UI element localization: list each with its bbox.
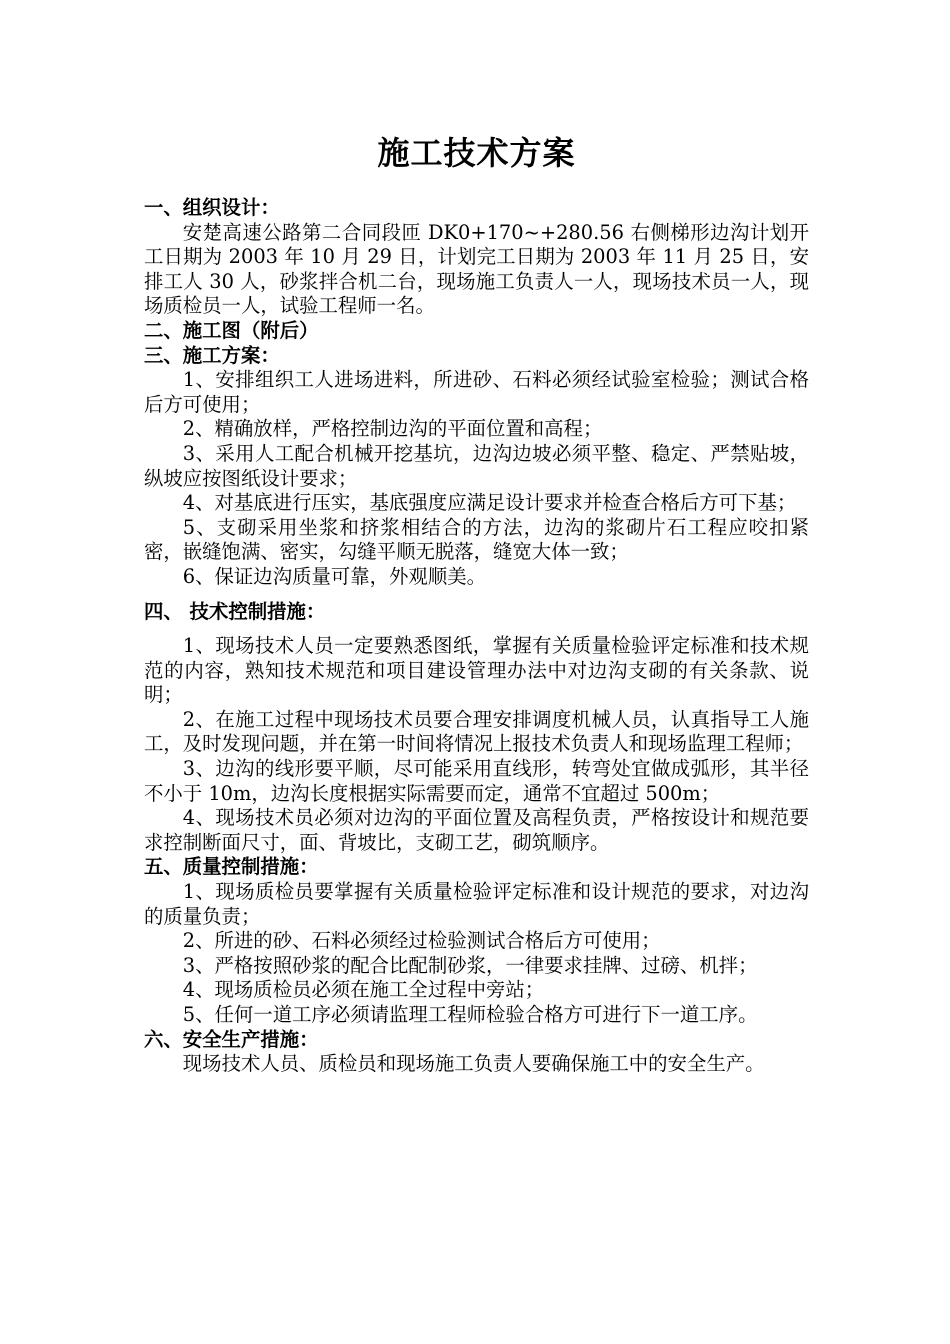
paragraph: 1、现场质检员要掌握有关质量检验评定标准和设计规范的要求，对边沟的质量负责； (144, 880, 809, 928)
section-heading: 六、安全生产措施： (144, 1027, 319, 1051)
section-construction-plan (144, 344, 809, 590)
section-quality-control (144, 855, 809, 1027)
document-body (144, 196, 809, 1077)
paragraph: 3、采用人工配合机械开挖基坑，边沟边坡必须平整、稳定、严禁贴坡，纵坡应按图纸设计要求； (144, 441, 809, 490)
document-title: 施工技术方案 (377, 134, 576, 172)
section-heading: 五、质量控制措施： (144, 855, 319, 879)
paragraph: 5、支砌采用坐浆和挤浆相结合的方法，边沟的浆砌片石工程应咬扣紧密，嵌缝饱满、密实，勾缝平顺无脱落，缝宽大体一致； (144, 515, 809, 564)
paragraph: 1、安排组织工人进场进料，所进砂、石料必须经试验室检验；测试合格后方可使用； (144, 368, 809, 416)
section-organization (144, 196, 809, 319)
paragraph: 2、在施工过程中现场技术员要合理安排调度机械人员，认真指导工人施工，及时发现问题，并在第一时间将情况上报技术负责人和现场监理工程师； (144, 707, 809, 756)
section-heading: 二、施工图（附后） (144, 318, 319, 342)
section-heading: 三、施工方案： (144, 343, 280, 367)
paragraph: 4、对基底进行压实，基底强度应满足设计要求并检查合格后方可下基； (182, 491, 797, 515)
paragraph: 5、任何一道工序必须请监理工程师检验合格方可进行下一道工序。 (182, 1003, 758, 1026)
paragraph: 现场技术人员、质检员和现场施工负责人要确保施工中的安全生产。 (182, 1052, 765, 1076)
paragraph: 6、保证边沟质量可靠，外观顺美。 (182, 564, 486, 588)
section-heading: 一、组织设计： (144, 196, 280, 219)
paragraph: 3、边沟的线形要平顺，尽可能采用直线形，转弯处宜做成弧形，其半径不小于 10m，边沟长度根据实际需要而定，通常不宜超过 500m； (144, 757, 809, 805)
section-gap (144, 590, 809, 600)
paragraph: 3、严格按照砂浆的配合比配制砂浆，一律要求挂牌、过磅、机拌； (182, 953, 758, 977)
paragraph: 安楚高速公路第二合同段匝 DK0+170~+280.56 右侧梯形边沟计划开工日期为 2003 年 10 月 29 日，计划完工日期为 2003 年 11 月 25 日，安排工人 30 人，砂浆拌合机二台，现场施工负责人一人，现场技术员一人，现场质检员一人，试验工程师一名。 (144, 220, 809, 318)
paragraph: 4、现场技术员必须对边沟的平面位置及高程负责，严格按设计和规范要求控制断面尺寸，面、背坡比，支砌工艺，砌筑顺序。 (144, 806, 809, 854)
paragraph: 1、现场技术人员一定要熟悉图纸，掌握有关质量检验评定标准和技术规范的内容，熟知技术规范和项目建设管理办法中对边沟支砌的有关条款、说明； (144, 634, 809, 707)
section-drawings (144, 319, 809, 344)
document-page (144, 0, 809, 1077)
section-gap (144, 624, 809, 634)
paragraph: 4、现场质检员必须在施工全过程中旁站； (182, 978, 545, 1002)
section-heading: 四、 技术控制措施： (144, 599, 326, 623)
paragraph: 2、所进的砂、石料必须经过检验测试合格后方可使用； (182, 929, 661, 953)
section-safety (144, 1028, 809, 1077)
paragraph: 2、精确放样，严格控制边沟的平面位置和高程； (182, 417, 603, 441)
section-technical-control (144, 600, 809, 856)
